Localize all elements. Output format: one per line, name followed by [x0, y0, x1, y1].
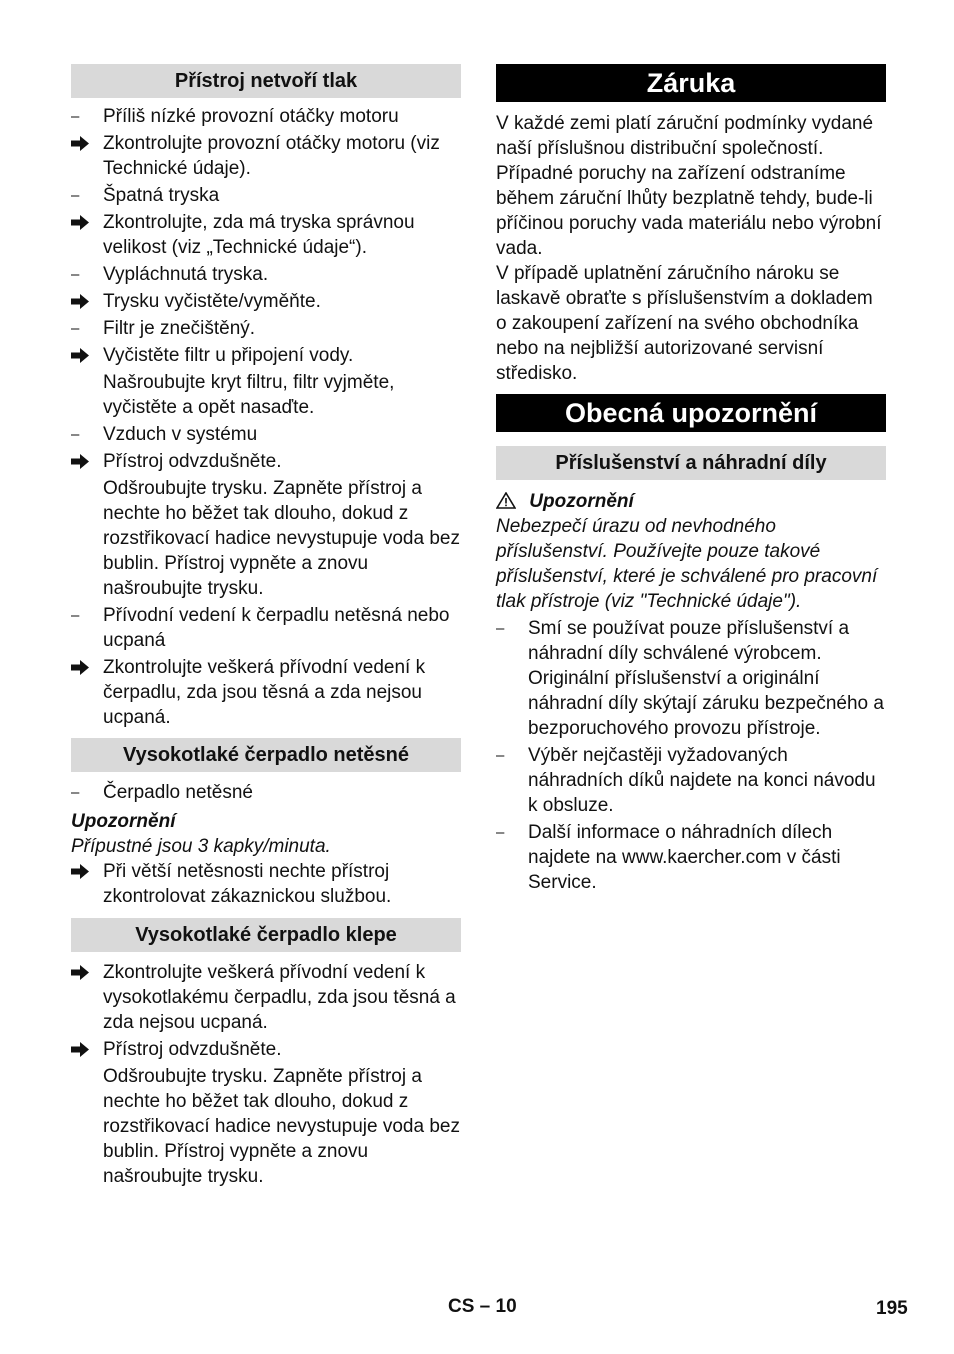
list-item: Vyčistěte filtr u připojení vody.: [71, 343, 461, 368]
dash-bullet: –: [71, 187, 80, 204]
pump-knocking-list: [71, 960, 461, 1189]
list-item: – Přívodní vedení k čerpadlu netěsná nebo ucpaná: [71, 605, 450, 651]
arrow-right-icon: [71, 1037, 97, 1064]
list-item: – Špatná tryska: [71, 185, 220, 206]
list-item-text: Našroubujte kryt filtru, filtr vyjměte, vyčistěte a opět nasaďte.: [103, 372, 395, 418]
accessories-list: [496, 616, 886, 895]
list-item: – Vypláchnutá tryska.: [71, 264, 269, 285]
section-heading-pump-leaking: Vysokotlaké čerpadlo netěsné: [71, 738, 461, 772]
list-item: – Vzduch v systému: [71, 424, 258, 445]
list-item: – Další informace o náhradních dílech najdete na www.kaercher.com v části Service.: [496, 822, 841, 893]
list-item-text: Odšroubujte trysku. Zapněte přístroj a nechte ho běžet tak dlouho, dokud z rozstřikovací hadice nevystupuje voda bez bublin. Přístroj vypněte a znovu našroubujte trysku.: [103, 478, 460, 599]
warranty-paragraph-2: V případě uplatnění záručního nároku se laskavě obraťte s příslušenstvím a dokladem o zakoupení zařízení na svého obchodníka nebo na nejbližší autorizované servisní středisko.: [496, 263, 873, 384]
list-item: Zkontrolujte veškerá přívodní vedení k čerpadlu, zda jsou těsná a zda nejsou ucpaná.: [71, 655, 461, 730]
warning-triangle-icon: [496, 491, 521, 512]
dash-bullet: –: [71, 266, 80, 283]
arrow-right-icon: [71, 131, 97, 158]
list-item: Zkontrolujte provozní otáčky motoru (viz Technické údaje).: [71, 131, 461, 181]
section-heading-pump-knocking: Vysokotlaké čerpadlo klepe: [71, 918, 461, 952]
warning-text: Nebezpečí úrazu od nevhodného příslušenství. Používejte pouze takové příslušenství, které je schválené pro pracovní tlak přístroje (viz "Technické údaje").: [496, 516, 878, 612]
warning-block: [496, 489, 886, 614]
list-item: – Příliš nízké provozní otáčky motoru: [71, 106, 399, 127]
list-item-text: Odšroubujte trysku. Zapněte přístroj a nechte ho běžet tak dlouho, dokud z rozstřikovací hadice nevystupuje voda bez bublin. Přístroj vypněte a znovu našroubujte trysku.: [103, 1066, 460, 1187]
heading-general-notes: Obecná upozornění: [496, 394, 886, 432]
page-number: 195: [876, 1298, 908, 1319]
dash-bullet: –: [496, 824, 505, 841]
warranty-paragraph-1: V každé zemi platí záruční podmínky vydané naší příslušnou distribuční společností. Případné poruchy na zařízení odstraníme během záruční lhůty bezplatně tehdy, bude-li příčinou poruchy vada materiálu nebo výrobní vada.: [496, 113, 882, 259]
note-text: Přípustné jsou 3 kapky/minuta.: [71, 836, 331, 857]
arrow-right-icon: [71, 289, 97, 316]
list-item: Trysku vyčistěte/vyměňte.: [71, 289, 461, 314]
list-item: – Filtr je znečištěný.: [71, 318, 256, 339]
footer-language-page: CS – 10: [448, 1296, 517, 1317]
dash-bullet: –: [496, 620, 505, 637]
list-item: – Smí se používat pouze příslušenství a náhradní díly schválené výrobcem. Originální příslušenství a originální náhradní díly skýtají záruku bezpečného a bezporuchového provozu přístroje.: [496, 618, 884, 739]
arrow-right-icon: [71, 210, 97, 237]
list-item: Přístroj odvzdušněte.: [71, 1037, 461, 1062]
section-heading-accessories: Příslušenství a náhradní díly: [496, 446, 886, 480]
arrow-right-icon: [71, 449, 97, 476]
list-item: – Výběr nejčastěji vyžadovaných náhradních díků najdete na konci návodu k obsluze.: [496, 745, 876, 816]
left-column: [71, 64, 461, 1189]
pump-leaking-block: [71, 780, 461, 909]
dash-bullet: –: [71, 784, 80, 801]
dash-bullet: –: [71, 108, 80, 125]
dash-bullet: –: [496, 747, 505, 764]
warning-title-row: [496, 489, 886, 514]
arrow-right-icon: [71, 859, 97, 886]
dash-bullet: –: [71, 607, 80, 624]
right-column: [496, 64, 886, 895]
list-item: Přístroj odvzdušněte.: [71, 449, 461, 474]
section-heading-no-pressure: Přístroj netvoří tlak: [71, 64, 461, 98]
list-item: Zkontrolujte veškerá přívodní vedení k vysokotlakému čerpadlu, zda jsou těsná a zda nejsou ucpaná.: [71, 960, 461, 1035]
note-title: Upozornění: [71, 811, 176, 832]
warning-title: Upozornění: [529, 491, 634, 512]
heading-warranty: Záruka: [496, 64, 886, 102]
no-pressure-list: [71, 104, 461, 730]
list-item: – Čerpadlo netěsné: [71, 782, 253, 803]
list-item: Při větší netěsnosti nechte přístroj zkontrolovat zákaznickou službou.: [71, 859, 461, 909]
arrow-right-icon: [71, 960, 97, 987]
list-item: Zkontrolujte, zda má tryska správnou velikost (viz „Technické údaje“).: [71, 210, 461, 260]
dash-bullet: –: [71, 426, 80, 443]
arrow-right-icon: [71, 343, 97, 370]
dash-bullet: –: [71, 320, 80, 337]
arrow-right-icon: [71, 655, 97, 682]
